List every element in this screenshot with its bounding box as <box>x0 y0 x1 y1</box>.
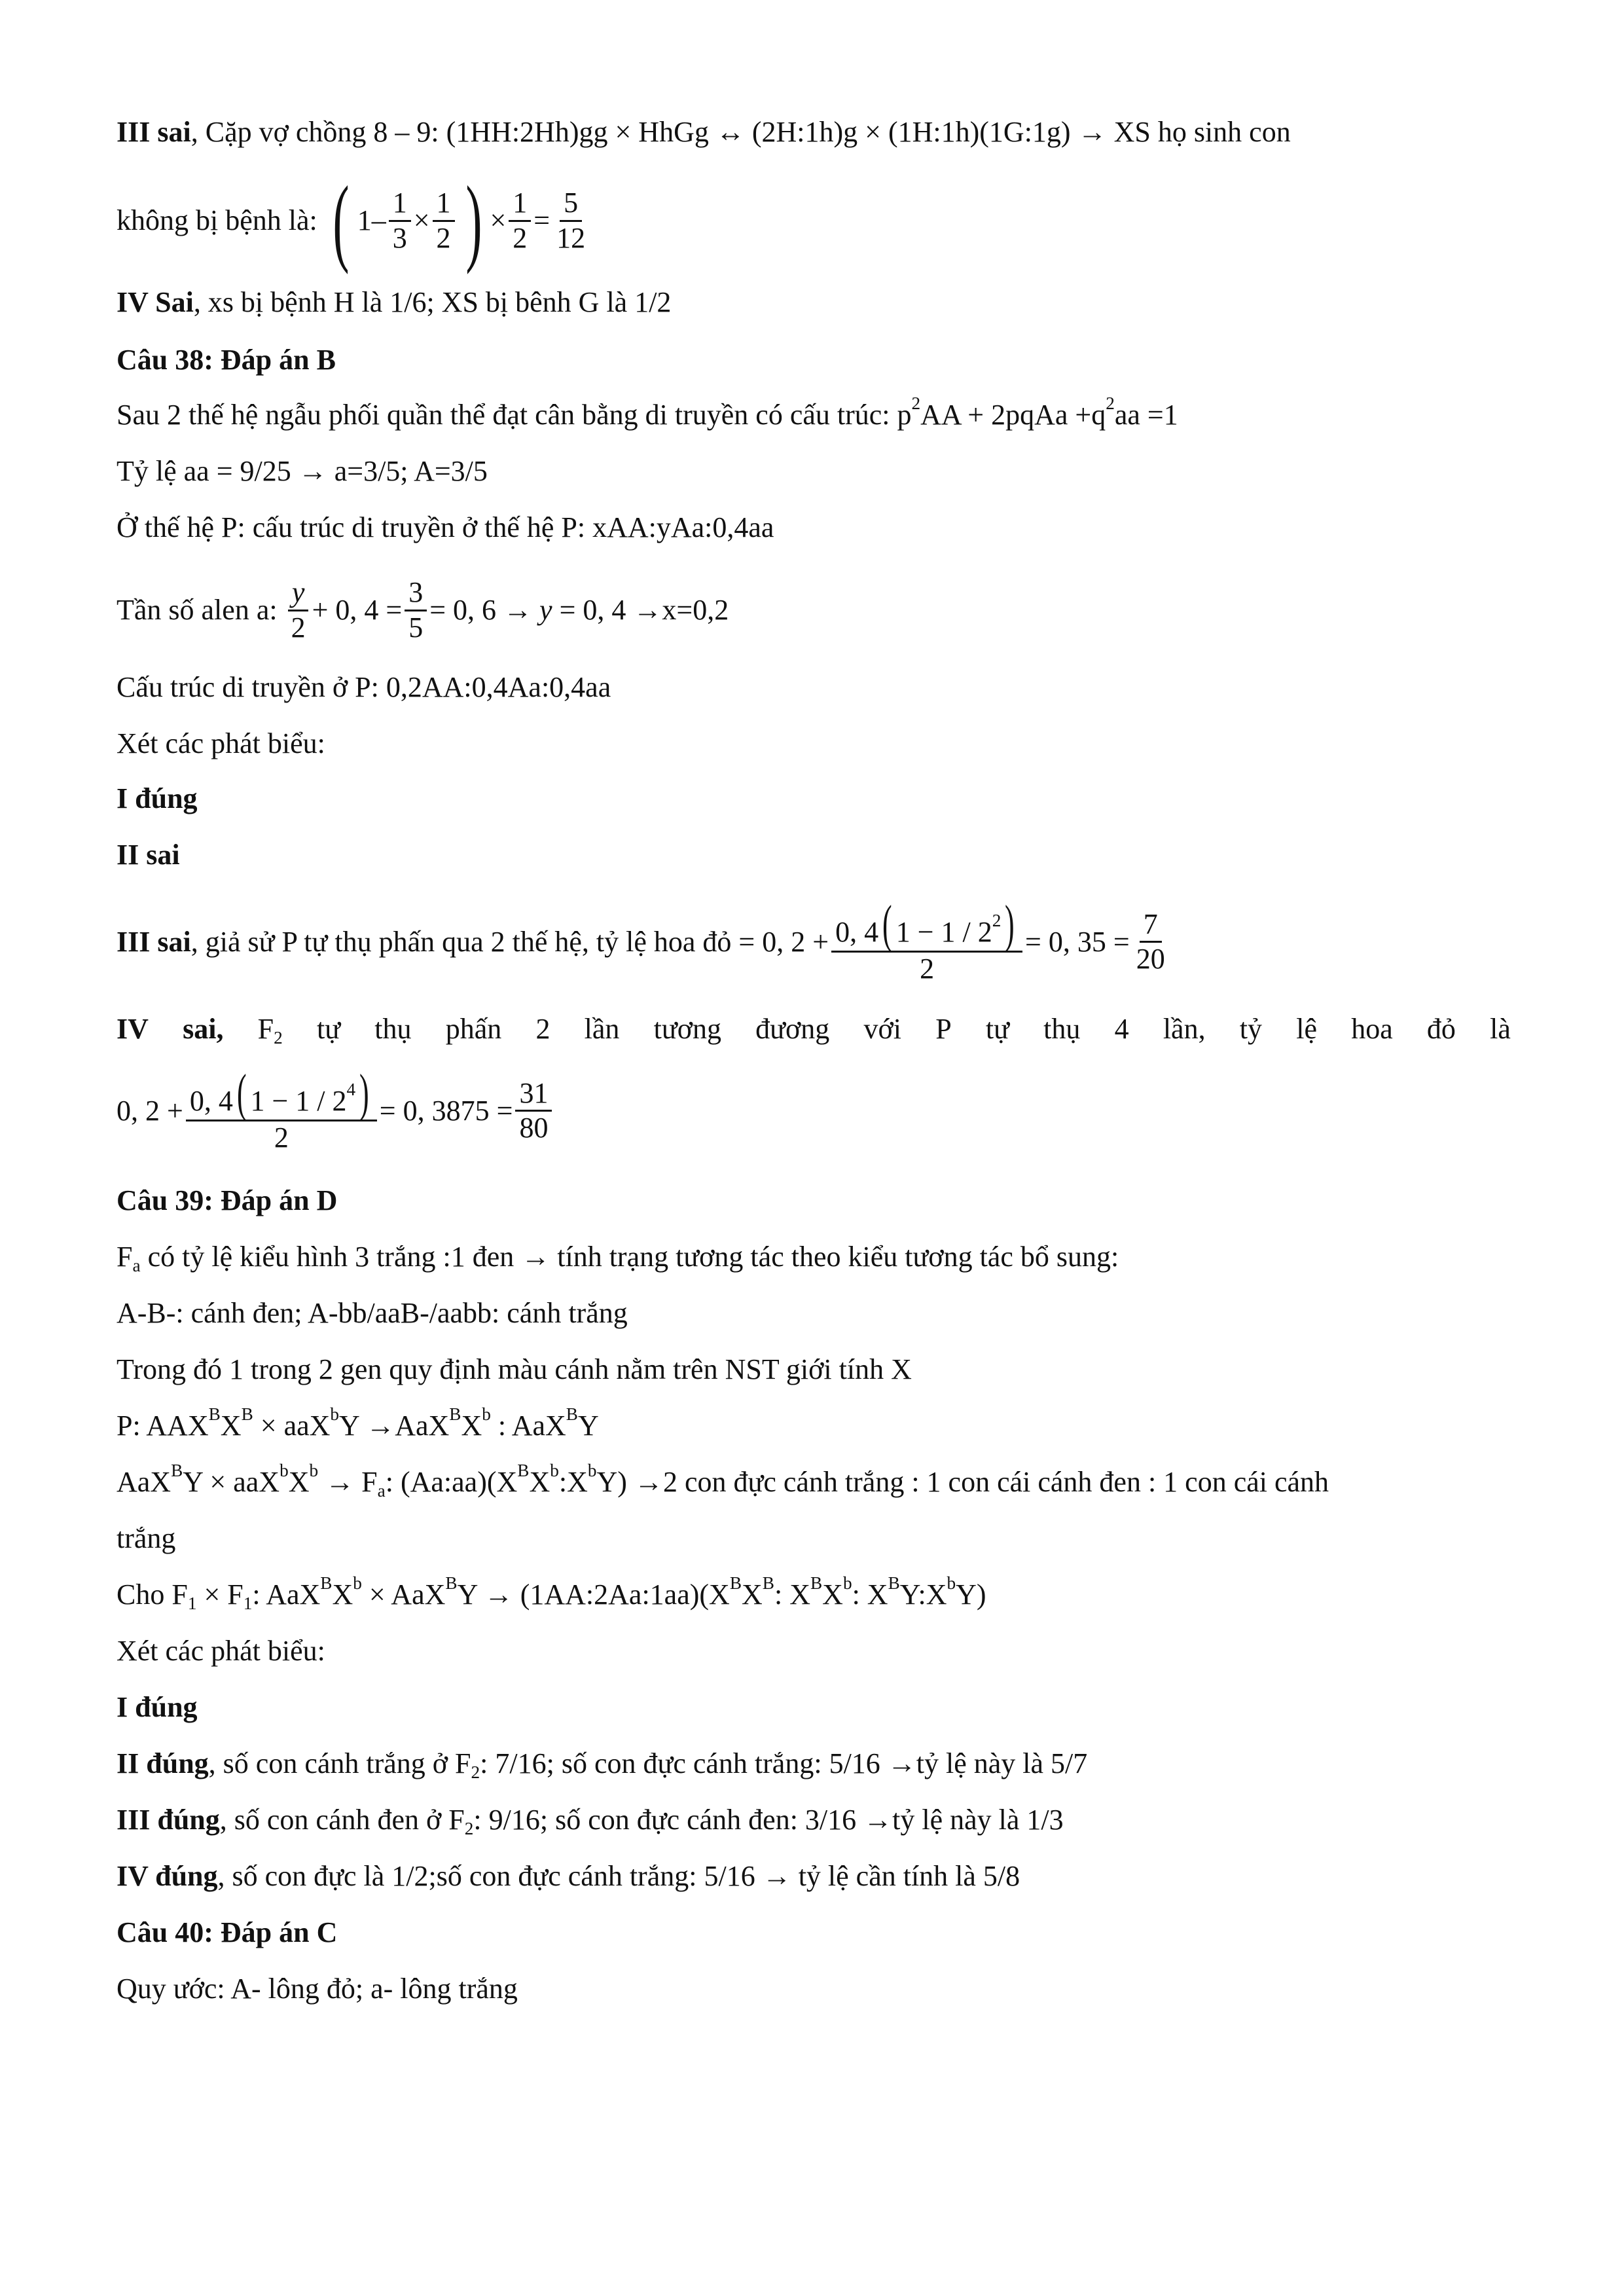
line-trang: trắng <box>117 1522 176 1554</box>
fraction: $\frac{0, 4( 1 - 1 / 2^2)}{2}$ <box>831 898 1022 986</box>
fraction: $\frac{1}{2}$ <box>509 187 531 255</box>
line-i-dung-2: I đúng <box>117 1691 198 1723</box>
line-fa-ratio: $F_a$ có tỷ lệ kiểu hình 3 trắng :1 đen → tính trạng tương tác theo kiểu tương tác bổ sung: <box>117 1241 1119 1276</box>
line-xet-phat-bieu-2: Xét các phát biểu: <box>117 1635 325 1667</box>
line-formula-q38-iv: 0, 2 + $\frac{0, 4( 1 - 1 / 2^4)}{2}$ = 0, 3875 = $\frac{31}{80}$ <box>117 1067 554 1155</box>
line-f1-cross: Cho $F_1 \times F_1$: $AaX^BX^b \times AaX^BY$ → $(1AA:2Aa:1aa)(X^BX^B$: $X^BX^b$: $X^BY:X^bY$) <box>117 1573 986 1614</box>
line-xet-phat-bieu: Xét các phát biểu: <box>117 727 325 759</box>
line-iv-dung: IV đúng, số con đực là 1/2;số con đực cánh trắng: 5/16 → tỷ lệ cần tính là 5/8 <box>117 1860 1020 1892</box>
line-quy-uoc: Quy ước: A- lông đỏ; a- lông trắng <box>117 1973 518 2005</box>
line-iii-sai-q37: III sai, Cặp vợ chồng 8 – 9: (1HH:2Hh)gg × HhGg ↔ (2H:1h)g × (1H:1h)(1G:1g) → XS họ sinh con <box>117 116 1291 148</box>
line-fa-cross: $AaX^BY \times aaX^bX^b \to F_a$: $(Aa:aa)(X^BX^b:X^bY) \to 2$ con đực cánh trắng : 1 con cái cánh đen : 1 con cái cánh <box>117 1460 1329 1501</box>
line-iii-dung: III đúng, số con cánh đen ở $F_2$: 9/16; số con đực cánh đen: 3/16 →tỷ lệ này là 1/3 <box>117 1804 1064 1839</box>
fraction-result: $\frac{7}{20}$ <box>1136 907 1165 975</box>
line-wing-color: A-B-: cánh đen; A-bb/aaB-/aabb: cánh trắng <box>117 1297 628 1329</box>
line-p-structure: Ở thế hệ P: cấu trúc di truyền ở thế hệ P: xAA:yAa:0,4aa <box>117 511 774 543</box>
line-p-cross: P: $AAX^BX^B \times aaX^bY \to AaX^BX^b$ : AaX$^B$Y <box>117 1404 599 1442</box>
fraction: $\frac{0, 4( 1 - 1 / 2^4)}{2}$ <box>186 1067 377 1155</box>
fraction-result: $\frac{31}{80}$ <box>515 1077 552 1145</box>
line-allele-frequency: Tần số alen a: y 2 + 0, 4 = $\frac{3}{5}$ = 0, 6 → y = 0, 4 →x=0,2 <box>117 576 729 644</box>
line-formula-q37: không bị bệnh là: ( 1 – $\frac{1}{3}$ × $\frac{1}{2}$ ) × $\frac{1}{2}$ = $\frac{5}{12}$ <box>117 172 592 270</box>
question-39-title: Câu 39: Đáp án D <box>117 1184 338 1216</box>
line-aa-ratio: Tỷ lệ aa = 9/25 → a=3/5; A=3/5 <box>117 455 488 487</box>
line-iv-sai-q37: IV Sai, xs bị bệnh H là 1/6; XS bị bênh G là 1/2 <box>117 286 672 318</box>
line-iii-sai-q38: III sai , giả sử P tự thụ phấn qua 2 thế hệ, tỷ lệ hoa đỏ = 0, 2 + $\frac{0, 4( 1 - 1 / 2^2)}{2}$ = 0, 35 = $\frac{7}{20}$ <box>117 898 1172 986</box>
line-i-dung: I đúng <box>117 782 198 814</box>
question-38-title: Câu 38: Đáp án B <box>117 344 336 376</box>
question-40-title: Câu 40: Đáp án C <box>117 1916 338 1948</box>
line-genetic-structure-p: Cấu trúc di truyền ở P: 0,2AA:0,4Aa:0,4aa <box>117 671 611 703</box>
line-ii-sai: II sai <box>117 839 180 871</box>
fraction-result: $\frac{5}{12}$ <box>556 186 586 254</box>
line-x-chromosome: Trong đó 1 trong 2 gen quy định màu cánh nằm trên NST giới tính X <box>117 1353 912 1385</box>
line-ii-dung: II đúng, số con cánh trắng ở $F_2$: 7/16; số con đực cánh trắng: 5/16 →tỷ lệ này là 5/7 <box>117 1747 1088 1783</box>
line-hardy-weinberg: Sau 2 thế hệ ngẫu phối quần thể đạt cân bằng di truyền có cấu trúc: $p^2AA$ + 2pqAa $+q^2aa =1$ <box>117 393 1178 431</box>
fraction: $\frac{1}{2}$ <box>433 187 455 255</box>
fraction: $\frac{3}{5}$ <box>405 576 427 644</box>
fraction: $\frac{1}{3}$ <box>389 187 411 255</box>
line-iv-sai-q38: IV sai, $F_2$ tự thụ phấn 2 lần tương đương với P tự thụ 4 lần, tỷ lệ hoa đỏ là <box>117 1013 1511 1048</box>
fraction: y 2 <box>287 576 310 644</box>
